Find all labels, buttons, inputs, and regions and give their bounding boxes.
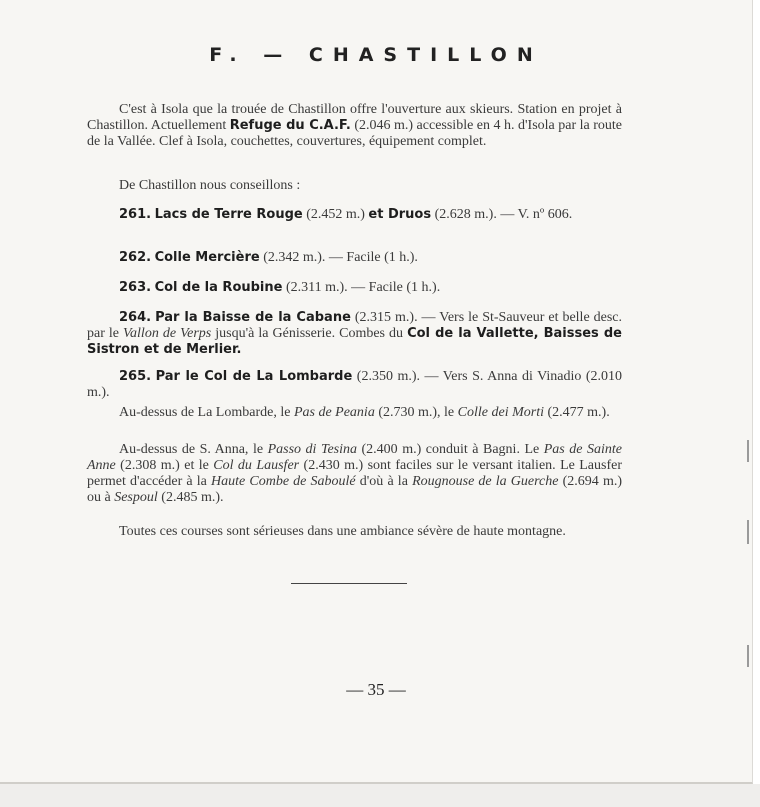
route-name: Par le Col de La Lombarde: [155, 369, 353, 384]
page-number: — 35 —: [346, 680, 406, 699]
route-263: [87, 280, 622, 296]
scan-background: [0, 784, 760, 807]
place-name: Col du Lausfer: [213, 458, 300, 473]
section-title: F. — CHASTILLON: [209, 44, 543, 66]
route-detail-2: jusqu'à la Génisserie. Combes du: [211, 326, 408, 341]
route-number: 264.: [119, 310, 152, 325]
text: (2.308 m.) et le: [115, 458, 214, 473]
route-altitude: (2.452 m.): [302, 207, 369, 222]
route-detail: (2.628 m.). — V. nº 606.: [431, 207, 573, 222]
route-number: 262.: [119, 250, 152, 265]
route-detail: (2.350 m.). — Vers S. Anna di Vinadio (2.010 m.).: [87, 369, 622, 400]
intro-text-end: (2.046 m.) accessible en 4 h. d'Isola par la route de la Vallée. Clef à Isola, couchettes, couvertures, équipement complet.: [87, 118, 623, 149]
route-265: [87, 369, 622, 401]
route-name: Col de la Roubine: [154, 280, 283, 295]
text: (2.694 m.) ou à: [87, 474, 622, 505]
text: Au-dessus de La Lombarde, le: [119, 405, 294, 420]
margin-mark: [747, 520, 749, 544]
route-conjunction: et: [368, 207, 384, 222]
route-number: 265.: [119, 369, 152, 384]
anna-paragraph: [87, 442, 622, 506]
route-italic-place: Vallon de Verps: [123, 326, 212, 341]
place-name: Rougnouse de la Guerche: [412, 474, 559, 489]
text: (2.400 m.) conduit à Bagni. Le: [357, 442, 544, 457]
margin-mark: [747, 645, 749, 667]
place-name: Haute Combe de Saboulé: [211, 474, 356, 489]
route-261: [87, 207, 622, 223]
lombarde-paragraph: [87, 405, 622, 421]
text: (2.730 m.), le: [374, 405, 458, 420]
place-name: Pas de Peania: [293, 405, 375, 420]
route-264: [87, 310, 622, 358]
route-262: [87, 250, 622, 266]
route-name-b: Druos: [383, 207, 432, 222]
route-detail: (2.311 m.). — Facile (1 h.).: [282, 280, 441, 295]
place-name: Colle dei Morti: [457, 405, 544, 420]
route-bold-places: Col de la Vallette, Baisses de Sistron et de Merlier.: [87, 326, 622, 357]
separator-rule: [291, 583, 407, 584]
refuge-name: Refuge du C.A.F.: [229, 118, 351, 133]
route-number: 261.: [119, 207, 152, 222]
text: (2.485 m.).: [157, 490, 224, 505]
intro-paragraph: [87, 102, 622, 150]
intro-text: C'est à Isola que la trouée de Chastillon offre l'ouverture aux skieurs. Station en projet à Chastillon. Actuellement: [87, 102, 622, 133]
route-name: Par la Baisse de la Cabane: [155, 310, 351, 325]
advice-line: De Chastillon nous conseillons :: [119, 178, 301, 193]
margin-mark: [747, 440, 749, 462]
place-name: Pas de Sainte Anne: [87, 442, 622, 473]
route-number: 263.: [119, 280, 152, 295]
place-name: Sespoul: [114, 490, 158, 505]
route-detail: (2.315 m.). — Vers le St-Sauveur et belle desc. par le: [87, 310, 623, 341]
text: Au-dessus de S. Anna, le: [119, 442, 268, 457]
final-paragraph: Toutes ces courses sont sérieuses dans une ambiance sévère de haute montagne.: [119, 524, 566, 539]
text: d'où à la: [355, 474, 413, 489]
route-detail: (2.342 m.). — Facile (1 h.).: [259, 250, 418, 265]
route-name: Colle Mercière: [154, 250, 260, 265]
place-name: Passo di Tesina: [267, 442, 357, 457]
text: (2.430 m.) sont faciles sur le versant italien. Le Lausfer permet d'accéder à la: [87, 458, 623, 489]
route-name: Lacs de Terre Rouge: [154, 207, 303, 222]
text: (2.477 m.).: [543, 405, 610, 420]
